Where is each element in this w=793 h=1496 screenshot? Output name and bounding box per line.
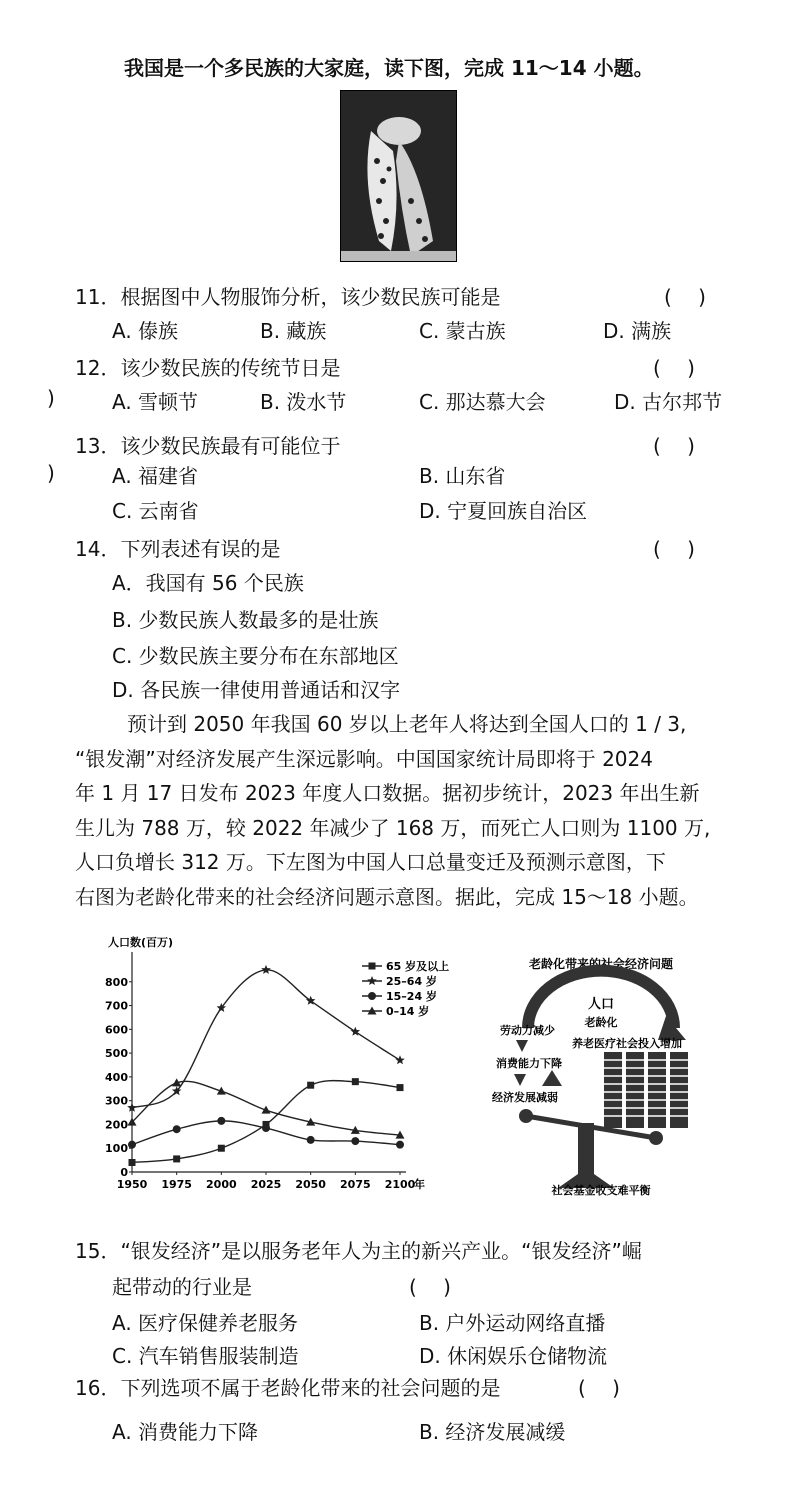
down-arrow-icon <box>516 1040 528 1052</box>
y-tick-label: 500 <box>105 1047 128 1061</box>
question-11-option-c[interactable]: C. 蒙古族 <box>419 319 506 343</box>
data-point-square <box>352 1078 359 1085</box>
question-12-option-b[interactable]: B. 泼水节 <box>260 390 347 414</box>
data-point-star <box>367 976 377 985</box>
diagram-title: 老龄化带来的社会经济问题 <box>528 957 674 971</box>
question-15-option-b[interactable]: B. 户外运动网络直播 <box>419 1311 606 1335</box>
question-13-option-d[interactable]: D. 宁夏回族自治区 <box>419 499 588 523</box>
question-14-answer-bracket[interactable]: ( ) <box>653 537 695 561</box>
question-12-margin-mark: ) <box>47 386 55 410</box>
data-point-square <box>397 1084 404 1091</box>
aging-issues-diagram <box>486 948 716 1198</box>
photo-icon <box>341 91 457 262</box>
question-14-stem: 14．下列表述有误的是 <box>75 537 281 561</box>
data-point-star <box>395 1055 405 1064</box>
question-16-option-a[interactable]: A. 消费能力下降 <box>112 1420 259 1444</box>
question-11-option-b[interactable]: B. 藏族 <box>260 319 327 343</box>
question-15-stem-line2: 起带动的行业是 <box>112 1275 252 1299</box>
data-point-circle <box>368 992 376 1000</box>
y-tick-label: 100 <box>105 1142 128 1156</box>
question-12-option-a[interactable]: A. 雪顿节 <box>112 390 199 414</box>
question-12-answer-bracket[interactable]: ( ) <box>653 356 695 380</box>
question-14-option-d[interactable]: D. 各民族一律使用普通话和汉字 <box>112 678 401 702</box>
diagram-left-item-1: 劳动力减少 <box>500 1024 555 1037</box>
question-16-stem: 16．下列选项不属于老龄化带来的社会问题的是 <box>75 1376 501 1400</box>
x-tick-label: 1950 <box>116 1178 148 1191</box>
data-point-circle <box>173 1125 181 1133</box>
data-point-square <box>173 1155 180 1162</box>
question-11-option-a[interactable]: A. 傣族 <box>112 319 179 343</box>
legend-label: 0–14 岁 <box>386 1005 430 1018</box>
population-chart-svg <box>100 930 480 1198</box>
data-point-square <box>307 1082 314 1089</box>
question-13-margin-mark: ) <box>47 461 55 485</box>
question-12-option-d[interactable]: D. 古尔邦节 <box>614 390 723 414</box>
question-11-option-d[interactable]: D. 满族 <box>603 319 672 343</box>
passage-line: 生儿为 788 万，较 2022 年减少了 168 万，而死亡人口则为 1100 万, <box>75 815 711 840</box>
y-tick-label: 300 <box>105 1094 128 1108</box>
question-13-stem: 13．该少数民族最有可能位于 <box>75 434 341 458</box>
x-tick-label: 2025 <box>250 1178 282 1191</box>
question-13-option-b[interactable]: B. 山东省 <box>419 464 506 488</box>
aging-issues-diagram-svg <box>486 948 716 1198</box>
y-tick-label: 600 <box>105 1023 128 1037</box>
data-point-circle <box>351 1137 359 1145</box>
data-point-square <box>218 1145 225 1152</box>
x-tick-label: 2050 <box>295 1178 326 1191</box>
y-tick-label: 0 <box>120 1166 128 1179</box>
population-chart <box>100 930 480 1198</box>
diagram-left-item-3: 经济发展减弱 <box>492 1091 558 1104</box>
data-point-circle <box>217 1117 225 1125</box>
passage-line: 人口负增长 312 万。下左图为中国人口总量变迁及预测示意图，下 <box>75 850 666 874</box>
ethnic-costume-photo <box>340 90 457 262</box>
x-tick-label: 2000 <box>206 1178 237 1191</box>
data-point-square <box>369 963 376 970</box>
question-13-answer-bracket[interactable]: ( ) <box>653 434 695 458</box>
series-line-1 <box>132 970 400 1108</box>
question-15-option-c[interactable]: C. 汽车销售服装制造 <box>112 1344 299 1368</box>
y-tick-label: 200 <box>105 1118 128 1132</box>
y-tick-label: 700 <box>105 999 128 1013</box>
y-tick-label: 400 <box>105 1070 128 1084</box>
question-16-answer-bracket[interactable]: ( ) <box>578 1376 620 1400</box>
up-arrow-icon <box>542 1070 562 1086</box>
down-arrow-icon <box>514 1074 526 1086</box>
diagram-bottom-label: 社会基金收支难平衡 <box>551 1184 651 1197</box>
question-15-stem-line1: 15．“银发经济”是以服务老年人为主的新兴产业。“银发经济”崛 <box>75 1239 642 1263</box>
y-tick-label: 800 <box>105 975 128 989</box>
diagram-center-line2: 老龄化 <box>584 1016 618 1029</box>
passage-line: “银发潮”对经济发展产生深远影响。中国国家统计局即将于 2024 <box>75 746 653 771</box>
question-14-option-c[interactable]: C. 少数民族主要分布在东部地区 <box>112 644 399 668</box>
diagram-right-label: 养老医疗社会投入增加 <box>572 1037 682 1050</box>
question-15-option-d[interactable]: D. 休闲娱乐仓储物流 <box>419 1344 608 1368</box>
legend-label: 25–64 岁 <box>386 975 437 988</box>
diagram-left-item-2: 消费能力下降 <box>496 1057 562 1070</box>
question-12-stem: 12．该少数民族的传统节日是 <box>75 356 341 380</box>
passage-line: 年 1 月 17 日发布 2023 年度人口数据。据初步统计，2023 年出生新 <box>75 781 700 805</box>
legend-label: 15–24 岁 <box>386 990 437 1003</box>
question-11-answer-bracket[interactable]: ( ) <box>664 285 706 309</box>
data-point-square <box>129 1159 136 1166</box>
x-tick-label: 2100 <box>384 1178 416 1191</box>
x-axis-label: 年 <box>414 1178 425 1191</box>
question-14-option-a[interactable]: A．我国有 56 个民族 <box>112 571 304 595</box>
x-tick-label: 2075 <box>340 1178 371 1191</box>
data-point-circle <box>307 1136 315 1144</box>
question-11-stem: 11．根据图中人物服饰分析，该少数民族可能是 <box>75 285 501 309</box>
data-point-circle <box>128 1141 136 1149</box>
x-tick-label: 1975 <box>161 1178 192 1191</box>
question-16-option-b[interactable]: B. 经济发展减缓 <box>419 1420 566 1444</box>
question-14-option-b[interactable]: B. 少数民族人数最多的是壮族 <box>112 608 379 632</box>
question-12-option-c[interactable]: C. 那达慕大会 <box>419 390 546 414</box>
passage-line: 预计到 2050 年我国 60 岁以上老年人将达到全国人口的 1 / 3, <box>127 712 687 736</box>
reading-passage <box>75 707 745 914</box>
data-point-circle <box>396 1141 404 1149</box>
question-13-option-a[interactable]: A. 福建省 <box>112 464 199 488</box>
legend-label: 65 岁及以上 <box>386 960 450 973</box>
y-axis-label: 人口数(百万) <box>108 936 174 949</box>
passage-line: 右图为老龄化带来的社会经济问题示意图。据此，完成 15～18 小题。 <box>75 884 699 909</box>
section-title: 我国是一个多民族的大家庭，读下图，完成 11～14 小题。 <box>124 56 654 80</box>
diagram-center-line1: 人口 <box>587 997 615 1012</box>
question-15-option-a[interactable]: A. 医疗保健养老服务 <box>112 1311 299 1335</box>
scale-post-icon <box>578 1123 594 1178</box>
question-13-option-c[interactable]: C. 云南省 <box>112 499 199 523</box>
data-point-star <box>261 965 271 974</box>
question-15-answer-bracket[interactable]: ( ) <box>409 1275 451 1299</box>
data-point-circle <box>262 1124 270 1132</box>
